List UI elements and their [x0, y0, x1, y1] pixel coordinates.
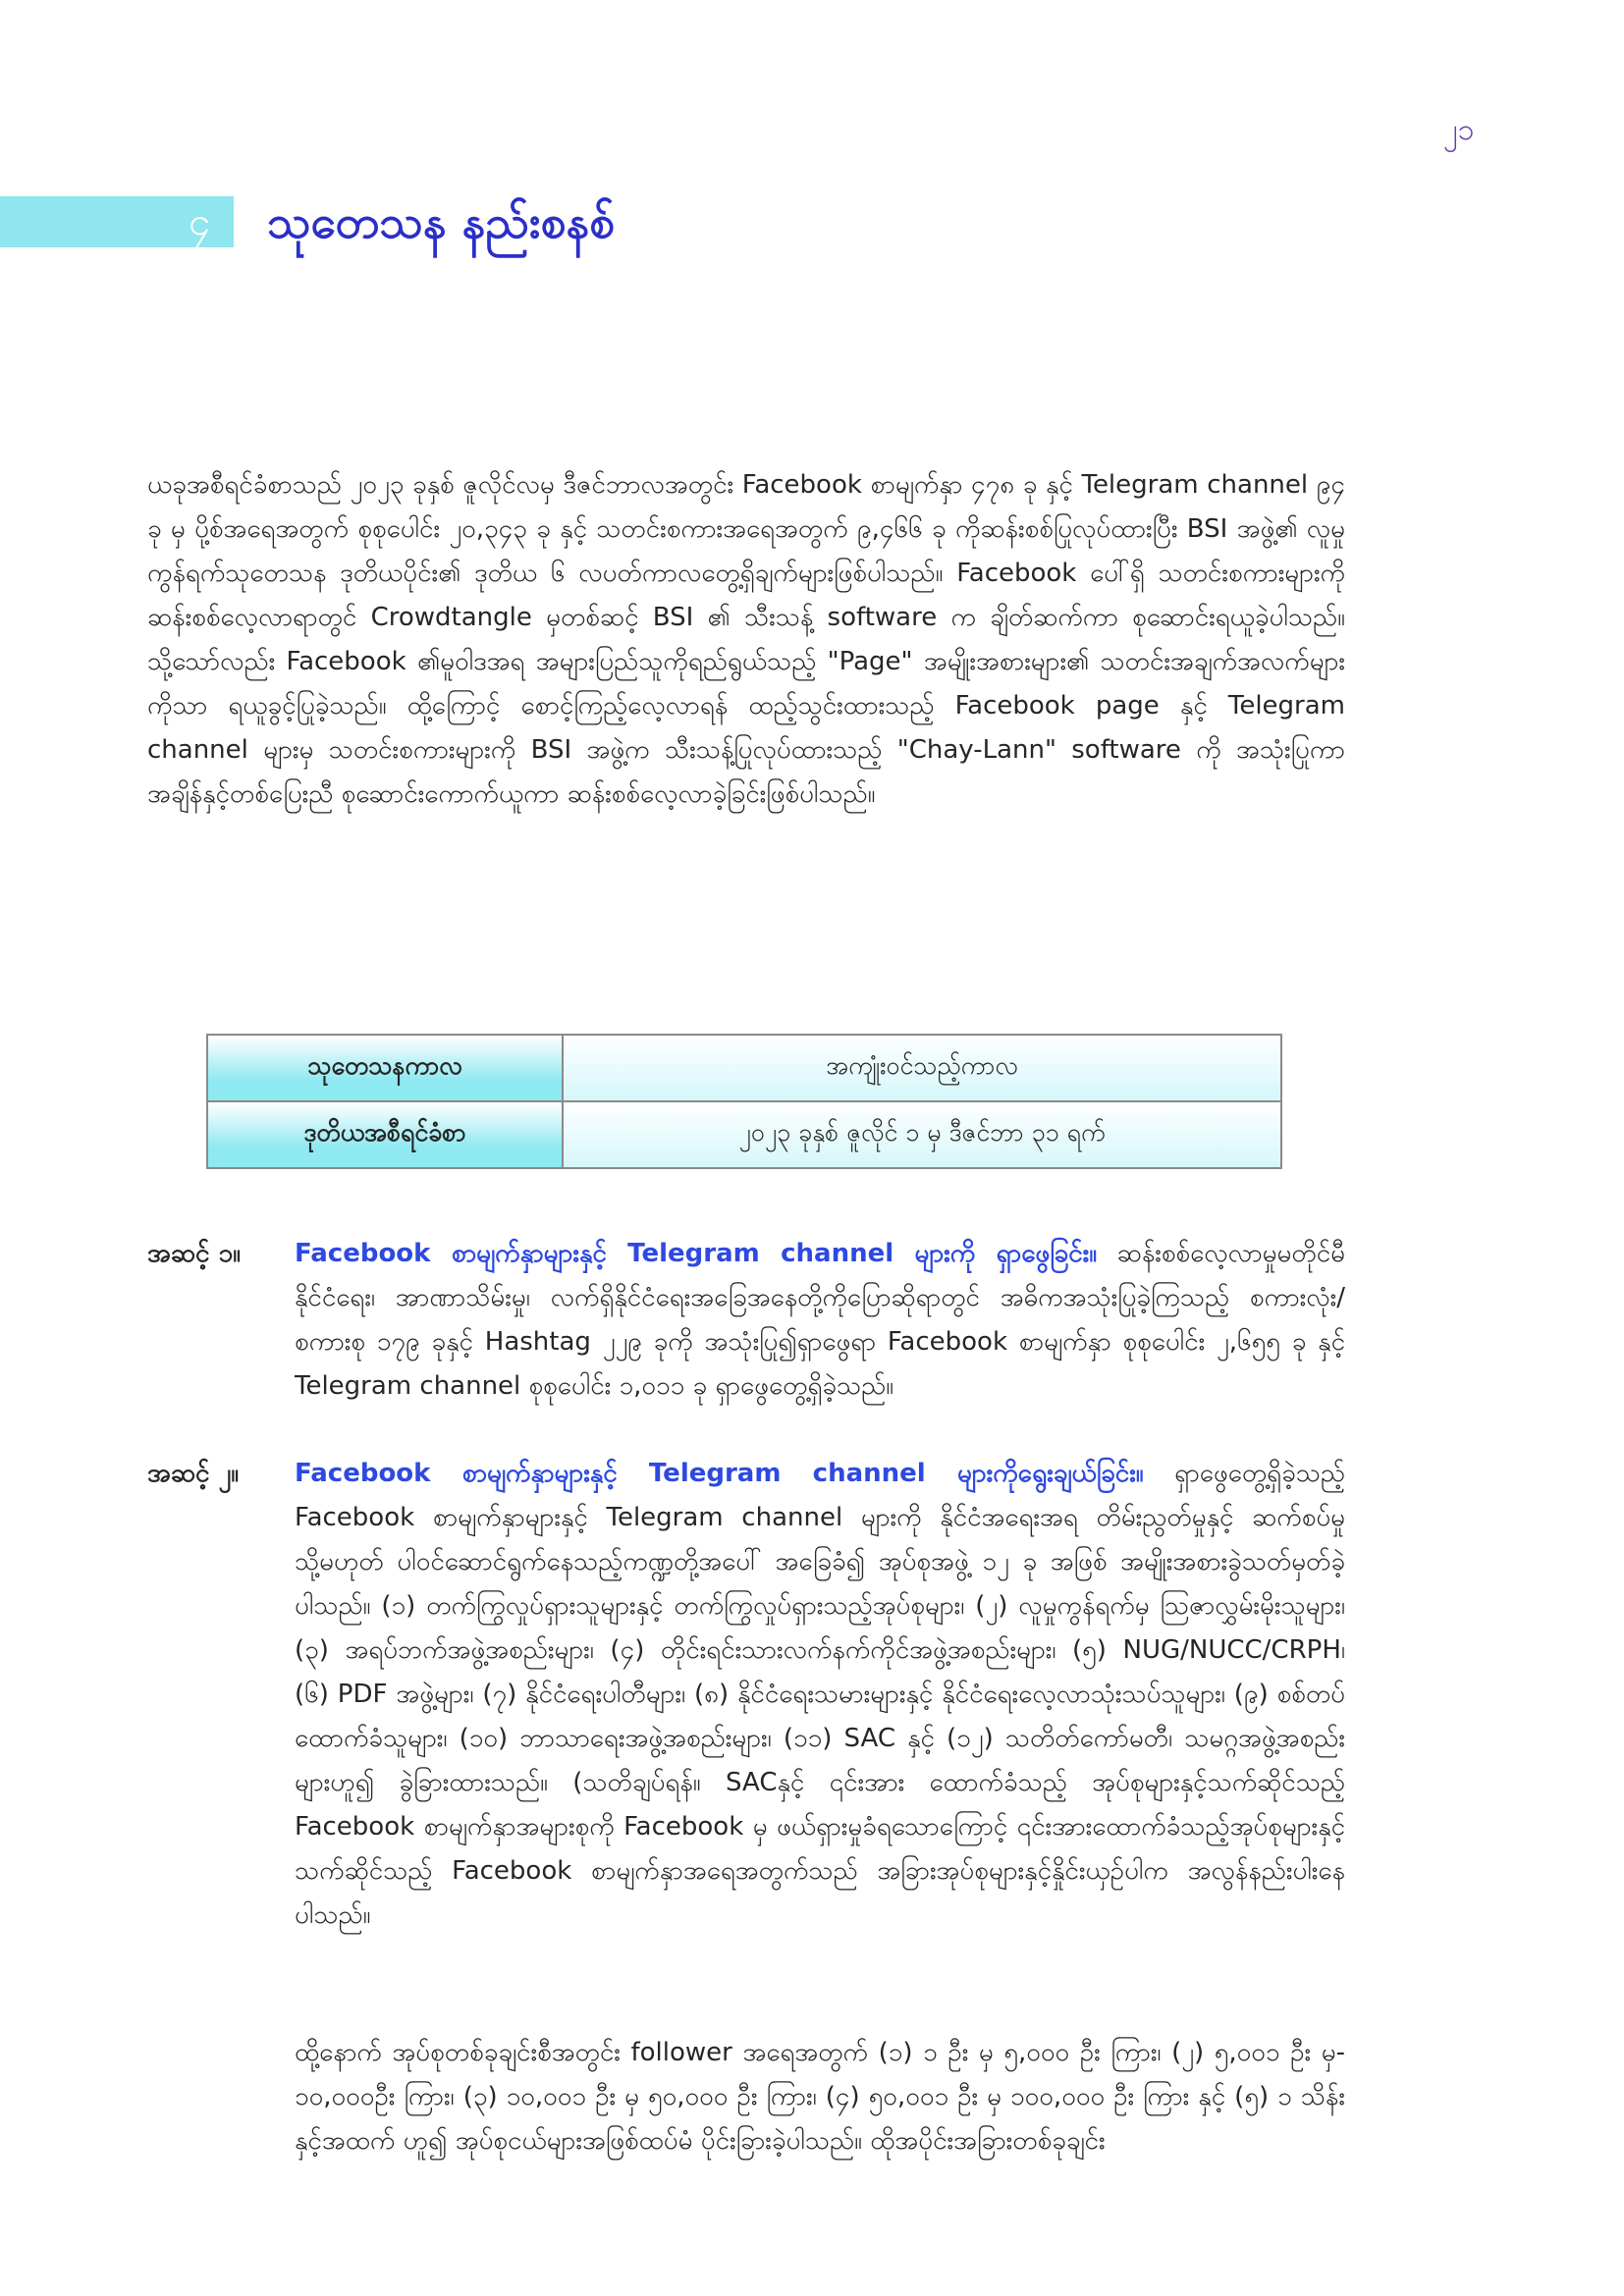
table-cell-value: အကျုံးဝင်သည့်ကာလ [563, 1035, 1281, 1101]
step-2-heading: Facebook စာမျက်နှာများနှင့် Telegram channel များကိုရွေးချယ်ခြင်း။ [295, 1459, 1144, 1488]
step-1-text: ဆန်းစစ်လေ့လာမှုမတိုင်မီ နိုင်ငံရေး၊ အာဏာသိမ်းမှု၊ လက်ရှိနိုင်ငံရေးအခြေအနေတို့ကိုပြောဆိုရာတွင် အဓိကအသုံးပြုခဲ့ကြသည့် စကားလုံး/စကားစု ၁၇၉ ခုနှင့် Hashtag ၂၂၉ ခုကို အသုံးပြု၍ရှာဖွေရာ Facebook စာမျက်နှာ စုစုပေါင်း ၂,၆၅၅ ခု နှင့် Telegram channel စုစုပေါင်း ၁,၀၁၁ ခု ရှာဖွေတွေ့ရှိခဲ့သည်။ [295, 1239, 1345, 1401]
table-row [207, 1101, 1281, 1168]
step-2-text: ရှာဖွေတွေ့ရှိခဲ့သည့် Facebook စာမျက်နှာများနှင့် Telegram channel များကို နိုင်ငံအရေးအရ တိမ်းညွတ်မှုနှင့် ဆက်စပ်မှု သို့မဟုတ် ပါဝင်ဆောင်ရွက်နေသည့်ကဏ္ဍတို့အပေါ် အခြေခံ၍ အုပ်စုအဖွဲ့ ၁၂ ခု အဖြစ် အမျိုးအစားခွဲသတ်မှတ်ခဲ့ပါသည်။ (၁) တက်ကြွလှုပ်ရှားသူများနှင့် တက်ကြွလှုပ်ရှားသည့်အုပ်စုများ၊ (၂) လူမှုကွန်ရက်မှ ဩဇာလွှမ်းမိုးသူများ၊ (၃) အရပ်ဘက်အဖွဲ့အစည်းများ၊ (၄) တိုင်းရင်းသားလက်နက်ကိုင်အဖွဲ့အစည်းများ၊ (၅) NUG/NUCC/CRPH၊ (၆) PDF အဖွဲ့များ၊ (၇) နိုင်ငံရေးပါတီများ၊ (၈) နိုင်ငံရေးသမားများနှင့် နိုင်ငံရေးလေ့လာသုံးသပ်သူများ၊ (၉) စစ်တပ် ထောက်ခံသူများ၊ (၁၀) ဘာသာရေးအဖွဲ့အစည်းများ၊ (၁၁) SAC နှင့် (၁၂) သတိတ်ကော်မတီ၊ သမဂ္ဂအဖွဲ့အစည်းများဟူ၍ ခွဲခြားထားသည်။ (သတိချပ်ရန်။ SACနှင့် ၎င်းအား ထောက်ခံသည့် အုပ်စုများနှင့်သက်ဆိုင်သည့် Facebook စာမျက်နှာအများစုကို Facebook မှ ဖယ်ရှားမှုခံရသောကြောင့် ၎င်းအားထောက်ခံသည့်အုပ်စုများနှင့် သက်ဆိုင်သည့် Facebook စာမျက်နှာအရေအတွက်သည် အခြားအုပ်စုများနှင့်နှိုင်းယှဉ်ပါက အလွန်နည်းပါးနေပါသည်။ [295, 1459, 1345, 1930]
chapter-number: ၄ [188, 199, 211, 244]
step-1 [147, 1232, 1345, 1409]
page-number: ၂၁ [1443, 113, 1475, 147]
intro-paragraph: ယခုအစီရင်ခံစာသည် ၂၀၂၃ ခုနှစ် ဇူလိုင်လမှ ဒီဇင်ဘာလအတွင်း Facebook စာမျက်နှာ ၄၇၈ ခု နှင့် Telegram channel ၉၄ ခု မှ ပို့စ်အရေအတွက် စုစုပေါင်း ၂၀,၃၄၃ ခု နှင့် သတင်းစကားအရေအတွက် ၉,၄၆၆ ခု ကိုဆန်းစစ်ပြုလုပ်ထားပြီး BSI အဖွဲ့၏ လူမှုကွန်ရက်သုတေသန ဒုတိယပိုင်း၏ ဒုတိယ ၆ လပတ်ကာလတွေ့ရှိချက်များဖြစ်ပါသည်။ Facebook ပေါ်ရှိ သတင်းစကားများကို ဆန်းစစ်လေ့လာရာတွင် Crowdtangle မှတစ်ဆင့် BSI ၏ သီးသန့် software က ချိတ်ဆက်ကာ စုဆောင်းရယူခဲ့ပါသည်။ သို့သော်လည်း Facebook ၏မူဝါဒအရ အများပြည်သူကိုရည်ရွယ်သည့် "Page" အမျိုးအစားများ၏ သတင်းအချက်အလက်များကိုသာ ရယူခွင့်ပြုခဲ့သည်။ ထို့ကြောင့် စောင့်ကြည့်လေ့လာရန် ထည့်သွင်းထားသည့် Facebook page နှင့် Telegram channel များမှ သတင်းစကားများကို BSI အဖွဲ့က သီးသန့်ပြုလုပ်ထားသည့် "Chay-Lann" software ကို အသုံးပြုကာ အချိန်နှင့်တစ်ပြေးညီ စုဆောင်းကောက်ယူကာ ဆန်းစစ်လေ့လာခဲ့ခြင်းဖြစ်ပါသည်။ [147, 470, 1345, 809]
table-cell-key: ဒုတိယအစီရင်ခံစာ [207, 1101, 563, 1168]
table-cell-value: ၂၀၂၃ ခုနှစ် ဇူလိုင် ၁ မှ ဒီဇင်ဘာ ၃၁ ရက် [563, 1101, 1281, 1168]
step-2 [147, 1452, 1345, 1938]
table-row [207, 1035, 1281, 1101]
chapter-title: သုတေသန နည်းစနစ် [267, 195, 616, 248]
period-table [206, 1034, 1282, 1169]
step-1-label: အဆင့် ၁။ [147, 1239, 241, 1268]
step-2-label: အဆင့် ၂။ [147, 1459, 240, 1488]
step-2-body [295, 1452, 1345, 1938]
closing-paragraph: ထို့နောက် အုပ်စုတစ်ခုချင်းစီအတွင်း follower အရေအတွက် (၁) ၁ ဦး မှ ၅,၀၀၀ ဦး ကြား၊ (၂) ၅,၀၀၁ ဦး မှ- ၁၀,၀၀၀ဦး ကြား၊ (၃) ၁၀,၀၀၁ ဦး မှ ၅၀,၀၀၀ ဦး ကြား၊ (၄) ၅၀,၀၀၁ ဦး မှ ၁၀၀,၀၀၀ ဦး ကြား နှင့် (၅) ၁ သိန်းနှင့်အထက် ဟူ၍ အုပ်စုငယ်များအဖြစ်ထပ်မံ ပိုင်းခြားခဲ့ပါသည်။ ထိုအပိုင်းအခြားတစ်ခုချင်း [295, 2038, 1345, 2156]
step-1-body [295, 1232, 1345, 1409]
table-cell-key: သုတေသနကာလ [207, 1035, 563, 1101]
step-1-heading: Facebook စာမျက်နှာများနှင့် Telegram channel များကို ရှာဖွေခြင်း။ [295, 1239, 1098, 1268]
